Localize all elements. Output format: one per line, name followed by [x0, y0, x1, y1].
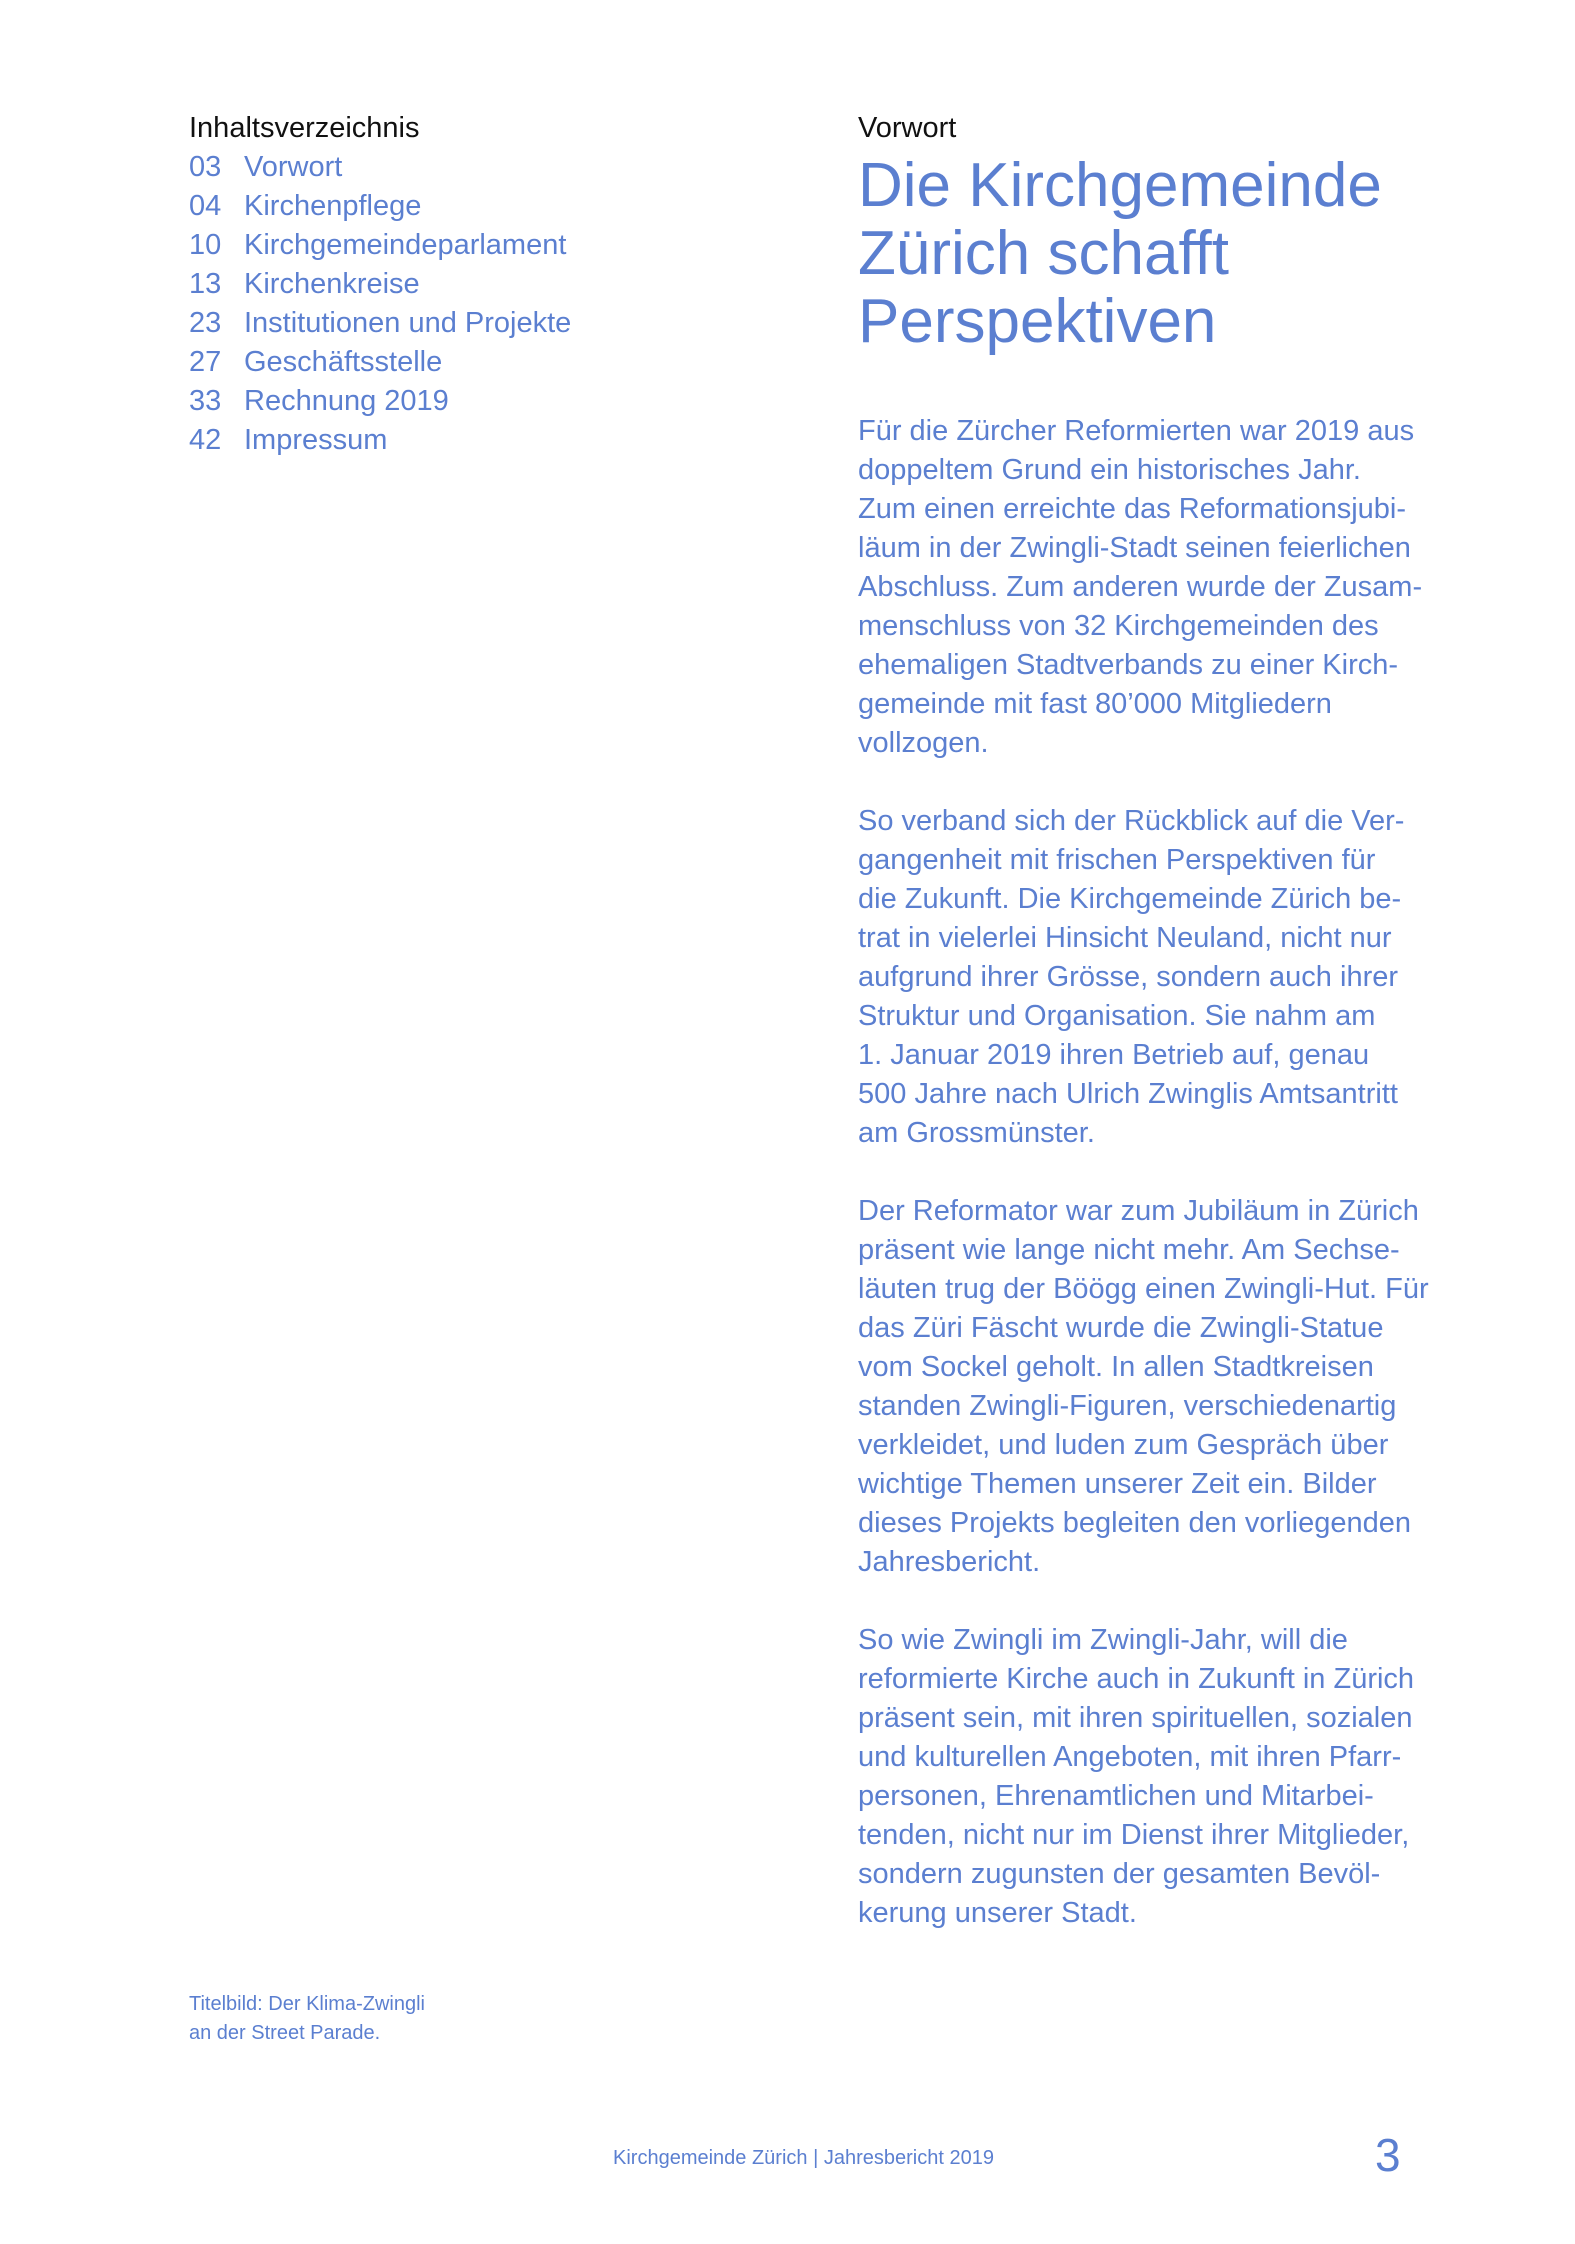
body-line: dieses Projekts begleiten den vorliegenden [858, 1507, 1411, 1539]
toc-label: Impressum [244, 424, 388, 456]
headline-line: Die Kirchgemeinde [858, 151, 1382, 220]
body-line: ehemaligen Stadtverbands zu einer Kirch- [858, 649, 1399, 681]
toc-item-impressum[interactable] [189, 421, 809, 460]
body-line: 1. Januar 2019 ihren Betrieb auf, genau [858, 1039, 1370, 1071]
toc-item-kirchgemeindeparlament[interactable] [189, 226, 809, 265]
body-line: aufgrund ihrer Grösse, sondern auch ihrer [858, 961, 1399, 993]
body-line: läuten trug der Böögg einen Zwingli-Hut. Für [858, 1273, 1429, 1305]
toc-item-kirchenpflege[interactable] [189, 187, 809, 226]
foreword-column [858, 108, 1498, 1972]
toc-page-number: 04 [189, 190, 222, 222]
body-line: personen, Ehrenamtlichen und Mitarbei- [858, 1780, 1374, 1812]
body-line: sondern zugunsten der gesamten Bevöl- [858, 1858, 1381, 1890]
body-line: Der Reformator war zum Jubiläum in Zürich [858, 1195, 1419, 1227]
body-line: vom Sockel geholt. In allen Stadtkreisen [858, 1351, 1374, 1383]
body-line: läum in der Zwingli-Stadt seinen feierlichen [858, 532, 1411, 564]
toc-page-number: 03 [189, 151, 222, 183]
body-paragraph [858, 802, 1498, 1153]
toc-page-number: 33 [189, 385, 222, 417]
page-title [858, 152, 1498, 356]
caption-line: Titelbild: Der Klima-Zwingli [189, 1993, 425, 2015]
body-line: am Grossmünster. [858, 1117, 1095, 1149]
body-line: Struktur und Organisation. Sie nahm am [858, 1000, 1376, 1032]
toc-item-geschaeftsstelle[interactable] [189, 343, 809, 382]
body-line: So verband sich der Rückblick auf die Ver- [858, 805, 1405, 837]
toc-label: Vorwort [244, 151, 343, 183]
toc-list [189, 148, 809, 460]
toc-item-vorwort[interactable] [189, 148, 809, 187]
toc-label: Kirchgemeindeparlament [244, 229, 567, 261]
body-paragraph [858, 1621, 1498, 1933]
toc-page-number: 27 [189, 346, 222, 378]
body-line: kerung unserer Stadt. [858, 1897, 1137, 1929]
body-line: vollzogen. [858, 727, 989, 759]
body-paragraph [858, 1192, 1498, 1582]
body-line: standen Zwingli-Figuren, verschiedenartig [858, 1390, 1397, 1422]
body-line: die Zukunft. Die Kirchgemeinde Zürich be- [858, 883, 1402, 915]
body-line: reformierte Kirche auch in Zukunft in Zürich [858, 1663, 1415, 1695]
toc-item-rechnung[interactable] [189, 382, 809, 421]
cover-image-caption [189, 1990, 589, 2048]
body-line: präsent sein, mit ihren spirituellen, sozialen [858, 1702, 1413, 1734]
toc-page-number: 10 [189, 229, 222, 261]
body-line: So wie Zwingli im Zwingli-Jahr, will die [858, 1624, 1348, 1656]
toc-label: Institutionen und Projekte [244, 307, 572, 339]
body-line: Zum einen erreichte das Reformationsjubi- [858, 493, 1407, 525]
toc-label: Geschäftsstelle [244, 346, 443, 378]
toc-page-number: 42 [189, 424, 222, 456]
body-line: trat in vielerlei Hinsicht Neuland, nicht nur [858, 922, 1392, 954]
body-paragraph [858, 412, 1498, 763]
body-line: 500 Jahre nach Ulrich Zwinglis Amtsantritt [858, 1078, 1398, 1110]
body-text [858, 412, 1498, 1933]
section-label: Vorwort [858, 112, 957, 144]
body-line: Abschluss. Zum anderen wurde der Zusam- [858, 571, 1423, 603]
body-line: das Züri Fäscht wurde die Zwingli-Statue [858, 1312, 1384, 1344]
body-line: präsent wie lange nicht mehr. Am Sechse- [858, 1234, 1400, 1266]
body-line: verkleidet, und luden zum Gespräch über [858, 1429, 1389, 1461]
body-line: menschluss von 32 Kirchgemeinden des [858, 610, 1379, 642]
body-line: und kulturellen Angeboten, mit ihren Pfarr- [858, 1741, 1402, 1773]
page-number: 3 [1375, 2129, 1401, 2181]
toc-label: Kirchenpflege [244, 190, 422, 222]
caption-line: an der Street Parade. [189, 2022, 381, 2044]
footer-text: Kirchgemeinde Zürich | Jahresbericht 2019 [613, 2147, 994, 2169]
body-line: wichtige Themen unserer Zeit ein. Bilder [858, 1468, 1377, 1500]
table-of-contents [189, 108, 809, 460]
toc-page-number: 13 [189, 268, 222, 300]
page-footer [0, 2130, 1575, 2180]
toc-item-institutionen[interactable] [189, 304, 809, 343]
headline-line: Zürich schafft [858, 219, 1230, 288]
body-line: doppeltem Grund ein historisches Jahr. [858, 454, 1361, 486]
body-line: gemeinde mit fast 80’000 Mitgliedern [858, 688, 1332, 720]
body-line: Jahresbericht. [858, 1546, 1041, 1578]
toc-page-number: 23 [189, 307, 222, 339]
headline-line: Perspektiven [858, 287, 1217, 356]
toc-label: Rechnung 2019 [244, 385, 449, 417]
body-line: gangenheit mit frischen Perspektiven für [858, 844, 1376, 876]
toc-item-kirchenkreise[interactable] [189, 265, 809, 304]
body-line: tenden, nicht nur im Dienst ihrer Mitglieder, [858, 1819, 1410, 1851]
toc-heading: Inhaltsverzeichnis [189, 112, 420, 144]
toc-label: Kirchenkreise [244, 268, 420, 300]
body-line: Für die Zürcher Reformierten war 2019 aus [858, 415, 1415, 447]
